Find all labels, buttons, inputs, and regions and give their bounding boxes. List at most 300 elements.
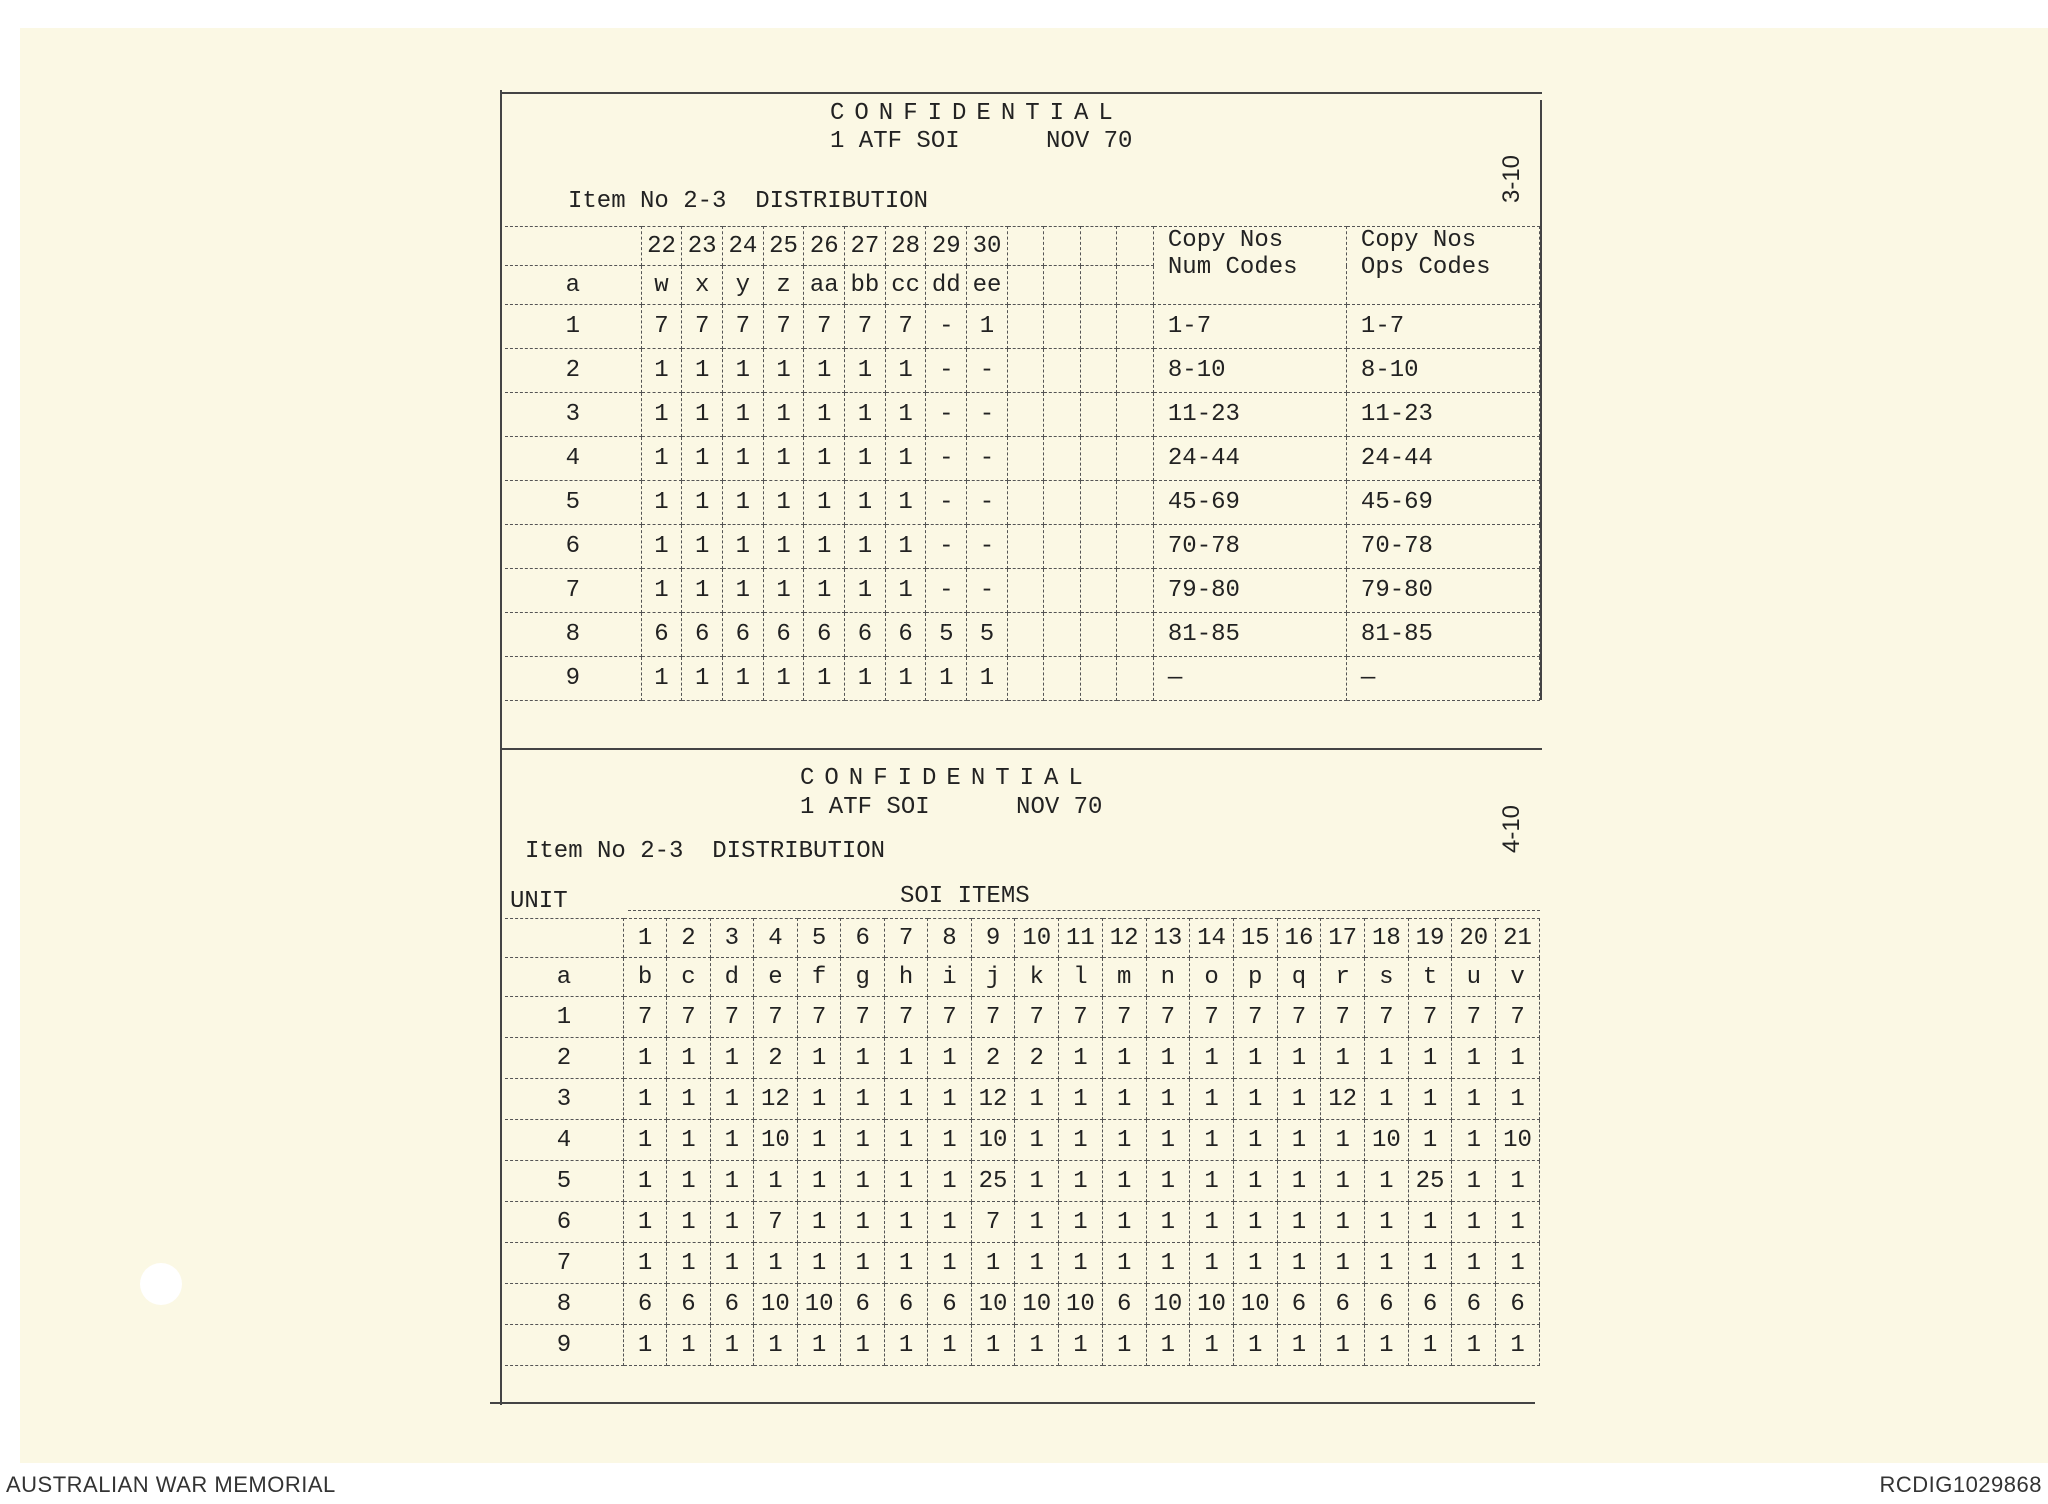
distribution-value: 1: [797, 1325, 841, 1366]
distribution-value: 1: [1190, 1243, 1234, 1284]
column-number: 14: [1190, 919, 1234, 958]
distribution-value: 7: [763, 305, 804, 349]
bottom-classification: CONFIDENTIAL: [800, 765, 1093, 792]
distribution-value: 1: [841, 1202, 884, 1243]
distribution-value: -: [926, 569, 967, 613]
distribution-value: 1: [710, 1325, 753, 1366]
bottom-page-number: 4-10: [1498, 804, 1526, 854]
distribution-value: 1: [804, 481, 845, 525]
unit-number: 9: [505, 1325, 623, 1366]
punch-hole: [140, 1263, 182, 1305]
distribution-value: 1: [763, 437, 804, 481]
column-letter: x: [682, 266, 723, 305]
distribution-value: 1: [885, 657, 926, 701]
distribution-value: 1: [1496, 1325, 1540, 1366]
distribution-value: 1: [641, 349, 682, 393]
column-number: 21: [1496, 919, 1540, 958]
blank-column: [1117, 349, 1154, 393]
blank-column: [1080, 266, 1117, 305]
column-letter: g: [841, 958, 884, 997]
distribution-value: 6: [884, 1284, 927, 1325]
column-number: 4: [754, 919, 798, 958]
distribution-value: 10: [1059, 1284, 1103, 1325]
column-letter: d: [710, 958, 753, 997]
column-letter: h: [884, 958, 927, 997]
distribution-value: 1: [1015, 1243, 1059, 1284]
distribution-value: 1: [1146, 1120, 1190, 1161]
distribution-value: 10: [971, 1120, 1015, 1161]
distribution-value: 1: [710, 1243, 753, 1284]
blank-column: [1007, 349, 1044, 393]
blank-column: [1007, 481, 1044, 525]
distribution-value: 1: [1233, 1243, 1277, 1284]
unit-number: 4: [505, 437, 641, 481]
distribution-value: 7: [1496, 997, 1540, 1038]
bottom-item-title: Item No 2-3 DISTRIBUTION: [525, 838, 886, 865]
distribution-value: 1: [841, 1038, 884, 1079]
bottom-border: [490, 1402, 1535, 1404]
distribution-value: 10: [1190, 1284, 1234, 1325]
distribution-value: 1: [623, 1038, 666, 1079]
distribution-value: 1: [1277, 1038, 1321, 1079]
distribution-value: 1: [1408, 1243, 1452, 1284]
unit-number: 1: [505, 997, 623, 1038]
distribution-value: 5: [926, 613, 967, 657]
distribution-value: 7: [1365, 997, 1409, 1038]
column-letter: m: [1102, 958, 1146, 997]
soi-items-label: SOI ITEMS: [900, 883, 1030, 910]
distribution-value: 1: [1059, 1079, 1103, 1120]
unit-number: 3: [505, 1079, 623, 1120]
table-row: [505, 1325, 1540, 1366]
column-number: 25: [763, 227, 804, 266]
distribution-value: 1: [1190, 1202, 1234, 1243]
blank-column: [1007, 437, 1044, 481]
column-number: 2: [667, 919, 710, 958]
distribution-value: 1: [641, 481, 682, 525]
bottom-subtitle: 1 ATF SOI NOV 70: [800, 794, 1103, 821]
distribution-value: 1: [845, 481, 886, 525]
distribution-value: 1: [845, 525, 886, 569]
column-number: 7: [884, 919, 927, 958]
distribution-value: 1: [845, 349, 886, 393]
copy-ops-range: 11-23: [1346, 393, 1539, 437]
distribution-value: 1: [723, 569, 764, 613]
distribution-value: 1: [1190, 1325, 1234, 1366]
distribution-value: 1: [1015, 1161, 1059, 1202]
distribution-value: 6: [928, 1284, 971, 1325]
column-letter: o: [1190, 958, 1234, 997]
distribution-value: 1: [1496, 1161, 1540, 1202]
distribution-value: 1: [928, 1120, 971, 1161]
distribution-value: 10: [1146, 1284, 1190, 1325]
blank-column: [1044, 227, 1081, 266]
distribution-value: -: [967, 393, 1008, 437]
distribution-value: 2: [754, 1038, 798, 1079]
distribution-value: 1: [1146, 1161, 1190, 1202]
distribution-value: 1: [1190, 1120, 1234, 1161]
copy-num-range: 1-7: [1153, 305, 1346, 349]
distribution-value: 1: [1059, 1161, 1103, 1202]
distribution-value: 1: [884, 1243, 927, 1284]
distribution-value: -: [926, 525, 967, 569]
distribution-value: 1: [1233, 1325, 1277, 1366]
table-row: [505, 349, 1540, 393]
distribution-value: 1: [1102, 1161, 1146, 1202]
distribution-value: 1: [723, 481, 764, 525]
copy-num-range: 11-23: [1153, 393, 1346, 437]
distribution-value: 6: [1408, 1284, 1452, 1325]
unit-number: 5: [505, 1161, 623, 1202]
distribution-value: 1: [841, 1120, 884, 1161]
distribution-value: 1: [1102, 1325, 1146, 1366]
distribution-value: 1: [667, 1202, 710, 1243]
header-row-numbers: [505, 227, 1540, 266]
distribution-value: 1: [884, 1038, 927, 1079]
distribution-value: 1: [841, 1243, 884, 1284]
distribution-value: 1: [841, 1161, 884, 1202]
distribution-value: 1: [754, 1325, 798, 1366]
distribution-value: 1: [841, 1325, 884, 1366]
unit-number: 2: [505, 349, 641, 393]
distribution-value: 1: [1321, 1120, 1365, 1161]
blank-column: [1117, 481, 1154, 525]
distribution-value: 1: [1015, 1120, 1059, 1161]
copy-ops-range: 45-69: [1346, 481, 1539, 525]
distribution-value: 1: [1277, 1243, 1321, 1284]
distribution-value: 10: [1233, 1284, 1277, 1325]
distribution-value: 7: [1408, 997, 1452, 1038]
copy-num-range: 45-69: [1153, 481, 1346, 525]
distribution-value: 1: [804, 437, 845, 481]
distribution-value: 1: [797, 1120, 841, 1161]
distribution-value: 1: [804, 657, 845, 701]
column-number: 23: [682, 227, 723, 266]
distribution-value: 1: [763, 525, 804, 569]
distribution-value: 1: [623, 1202, 666, 1243]
table-row: [505, 437, 1540, 481]
table-row: [505, 481, 1540, 525]
distribution-value: 1: [884, 1161, 927, 1202]
distribution-value: 1: [667, 1038, 710, 1079]
distribution-value: 25: [1408, 1161, 1452, 1202]
blank-column: [1117, 569, 1154, 613]
top-border: [500, 92, 1542, 94]
distribution-value: 1: [667, 1079, 710, 1120]
distribution-value: 1: [1321, 1038, 1365, 1079]
distribution-value: 6: [641, 613, 682, 657]
blank-column: [1117, 227, 1154, 266]
distribution-value: 1: [845, 657, 886, 701]
copy-ops-range: 24-44: [1346, 437, 1539, 481]
blank-column: [1080, 525, 1117, 569]
top-subtitle: 1 ATF SOI NOV 70: [830, 128, 1133, 155]
distribution-value: 1: [1408, 1038, 1452, 1079]
distribution-value: 1: [1277, 1161, 1321, 1202]
column-number: 24: [723, 227, 764, 266]
column-letter: aa: [804, 266, 845, 305]
distribution-value: 1: [928, 1079, 971, 1120]
distribution-value: 1: [1146, 1038, 1190, 1079]
column-number: 28: [885, 227, 926, 266]
distribution-value: 1: [1452, 1161, 1496, 1202]
distribution-value: 1: [797, 1161, 841, 1202]
unit-label: UNIT: [510, 888, 568, 915]
column-number: 26: [804, 227, 845, 266]
blank-column: [1007, 525, 1044, 569]
column-letter: u: [1452, 958, 1496, 997]
blank-column: [1117, 613, 1154, 657]
header-row-letters: [505, 958, 1540, 997]
distribution-value: 1: [641, 437, 682, 481]
distribution-value: 10: [1365, 1120, 1409, 1161]
column-letter: y: [723, 266, 764, 305]
column-number: 12: [1102, 919, 1146, 958]
top-page-number: 3-10: [1498, 154, 1526, 204]
blank-column: [1044, 613, 1081, 657]
distribution-value: 7: [845, 305, 886, 349]
distribution-value: 7: [754, 997, 798, 1038]
blank-column: [1080, 569, 1117, 613]
blank-column: [1044, 437, 1081, 481]
distribution-value: 1: [1277, 1202, 1321, 1243]
table-row: [505, 1202, 1540, 1243]
distribution-value: 1: [710, 1038, 753, 1079]
distribution-value: 1: [1365, 1243, 1409, 1284]
table-row: [505, 569, 1540, 613]
column-letter: b: [623, 958, 666, 997]
unit-number: 8: [505, 1284, 623, 1325]
distribution-value: 1: [682, 437, 723, 481]
distribution-value: 1: [928, 1325, 971, 1366]
distribution-value: 7: [971, 1202, 1015, 1243]
distribution-value: 1: [763, 481, 804, 525]
distribution-value: 25: [971, 1161, 1015, 1202]
distribution-value: 1: [1059, 1243, 1103, 1284]
distribution-value: 1: [926, 657, 967, 701]
column-letter: s: [1365, 958, 1409, 997]
distribution-value: 1: [1190, 1079, 1234, 1120]
distribution-value: 1: [1452, 1038, 1496, 1079]
distribution-value: 1: [967, 657, 1008, 701]
blank-column: [1080, 227, 1117, 266]
copy-num-range: 81-85: [1153, 613, 1346, 657]
unit-number: 8: [505, 613, 641, 657]
unit-number: 6: [505, 1202, 623, 1243]
distribution-value: 1: [1233, 1202, 1277, 1243]
distribution-value: -: [967, 569, 1008, 613]
distribution-value: 1: [804, 569, 845, 613]
distribution-value: 1: [723, 437, 764, 481]
distribution-value: 1: [845, 437, 886, 481]
column-number: 5: [797, 919, 841, 958]
distribution-value: 1: [1015, 1202, 1059, 1243]
unit-number: 4: [505, 1120, 623, 1161]
distribution-value: 1: [1321, 1243, 1365, 1284]
blank-column: [1117, 437, 1154, 481]
distribution-value: 1: [1059, 1202, 1103, 1243]
blank-column: [1044, 525, 1081, 569]
copy-ops-range: 81-85: [1346, 613, 1539, 657]
distribution-value: -: [967, 437, 1008, 481]
distribution-value: 1: [641, 657, 682, 701]
distribution-value: 1: [682, 393, 723, 437]
distribution-value: -: [926, 349, 967, 393]
distribution-value: 7: [1146, 997, 1190, 1038]
distribution-value: 1: [723, 349, 764, 393]
table-row: [505, 657, 1540, 701]
distribution-value: 7: [1190, 997, 1234, 1038]
table-row: [505, 305, 1540, 349]
distribution-value: 10: [754, 1120, 798, 1161]
distribution-value: 6: [841, 1284, 884, 1325]
unit-number: 7: [505, 569, 641, 613]
blank-column: [1007, 569, 1044, 613]
table-row: [505, 525, 1540, 569]
blank-column: [1117, 525, 1154, 569]
top-item-title: Item No 2-3 DISTRIBUTION: [568, 188, 929, 215]
distribution-value: 1: [641, 393, 682, 437]
blank-column: [1117, 393, 1154, 437]
distribution-value: 1: [885, 437, 926, 481]
distribution-value: 1: [1365, 1079, 1409, 1120]
distribution-value: -: [926, 437, 967, 481]
distribution-value: 6: [723, 613, 764, 657]
blank-column: [1007, 657, 1044, 701]
column-letter: j: [971, 958, 1015, 997]
blank-column: [1044, 481, 1081, 525]
blank-column: [1044, 349, 1081, 393]
distribution-value: 1: [1102, 1120, 1146, 1161]
column-letter: r: [1321, 958, 1365, 997]
distribution-value: 1: [763, 657, 804, 701]
distribution-value: -: [967, 525, 1008, 569]
distribution-value: 1: [723, 657, 764, 701]
distribution-value: 1: [1408, 1325, 1452, 1366]
copy-header-num: Copy Nos Num Codes: [1153, 227, 1346, 305]
distribution-value: 1: [723, 525, 764, 569]
column-letter: t: [1408, 958, 1452, 997]
copy-ops-range: 1-7: [1346, 305, 1539, 349]
blank-column: [1007, 227, 1044, 266]
copy-ops-range: —: [1346, 657, 1539, 701]
distribution-value: 1: [1321, 1202, 1365, 1243]
copy-num-range: 8-10: [1153, 349, 1346, 393]
column-number: 1: [623, 919, 666, 958]
distribution-value: 7: [641, 305, 682, 349]
blank-column: [1007, 613, 1044, 657]
column-letter: n: [1146, 958, 1190, 997]
blank-column: [1044, 657, 1081, 701]
soi-items-rule: [628, 910, 1540, 911]
section-separator: [500, 748, 1542, 750]
column-number: 13: [1146, 919, 1190, 958]
distribution-value: 1: [797, 1243, 841, 1284]
distribution-value: 1: [1277, 1079, 1321, 1120]
distribution-value: 1: [884, 1325, 927, 1366]
distribution-value: 1: [928, 1202, 971, 1243]
unit-number: 7: [505, 1243, 623, 1284]
distribution-value: 1: [1277, 1120, 1321, 1161]
distribution-value: 1: [1059, 1038, 1103, 1079]
distribution-value: 7: [1102, 997, 1146, 1038]
distribution-value: -: [967, 349, 1008, 393]
distribution-value: 2: [1015, 1038, 1059, 1079]
distribution-value: 6: [1321, 1284, 1365, 1325]
distribution-value: 6: [710, 1284, 753, 1325]
distribution-value: 1: [1059, 1120, 1103, 1161]
distribution-value: 7: [754, 1202, 798, 1243]
distribution-value: 1: [763, 393, 804, 437]
distribution-value: 1: [884, 1120, 927, 1161]
column-number: 20: [1452, 919, 1496, 958]
table-row: [505, 1079, 1540, 1120]
blank-column: [1044, 305, 1081, 349]
distribution-value: 1: [797, 1202, 841, 1243]
distribution-value: 1: [1146, 1202, 1190, 1243]
distribution-value: 1: [885, 481, 926, 525]
distribution-value: 2: [971, 1038, 1015, 1079]
column-number: 6: [841, 919, 884, 958]
blank-column: [1080, 349, 1117, 393]
distribution-value: 1: [667, 1161, 710, 1202]
column-number: 16: [1277, 919, 1321, 958]
column-number: 8: [928, 919, 971, 958]
distribution-value: 10: [1015, 1284, 1059, 1325]
blank-column: [1007, 266, 1044, 305]
top-distribution-table: [505, 226, 1540, 701]
distribution-value: 1: [710, 1202, 753, 1243]
distribution-value: 1: [884, 1202, 927, 1243]
distribution-value: 1: [1277, 1325, 1321, 1366]
column-letter: f: [797, 958, 841, 997]
column-letter: dd: [926, 266, 967, 305]
blank-column: [1117, 657, 1154, 701]
distribution-value: 1: [885, 569, 926, 613]
distribution-value: 7: [667, 997, 710, 1038]
column-letter: cc: [885, 266, 926, 305]
column-number: 15: [1233, 919, 1277, 958]
distribution-value: 1: [710, 1079, 753, 1120]
column-letter: c: [667, 958, 710, 997]
copy-num-range: 70-78: [1153, 525, 1346, 569]
blank-column: [1080, 657, 1117, 701]
unit-number: 2: [505, 1038, 623, 1079]
distribution-value: 1: [1146, 1325, 1190, 1366]
distribution-value: 1: [845, 569, 886, 613]
distribution-value: 1: [623, 1325, 666, 1366]
copy-ops-range: 8-10: [1346, 349, 1539, 393]
distribution-value: 6: [845, 613, 886, 657]
distribution-value: 7: [971, 997, 1015, 1038]
distribution-value: 1: [1233, 1161, 1277, 1202]
distribution-value: 6: [1277, 1284, 1321, 1325]
column-number: 27: [845, 227, 886, 266]
column-letter: v: [1496, 958, 1540, 997]
corner-cell: [505, 227, 641, 266]
blank-column: [1080, 305, 1117, 349]
column-number: 9: [971, 919, 1015, 958]
column-letter: k: [1015, 958, 1059, 997]
distribution-value: 1: [1408, 1202, 1452, 1243]
distribution-value: 1: [804, 349, 845, 393]
distribution-value: 1: [1496, 1202, 1540, 1243]
top-classification: CONFIDENTIAL: [830, 100, 1123, 127]
distribution-value: 1: [1233, 1038, 1277, 1079]
distribution-value: 1: [1452, 1325, 1496, 1366]
distribution-value: 7: [885, 305, 926, 349]
column-number: 22: [641, 227, 682, 266]
